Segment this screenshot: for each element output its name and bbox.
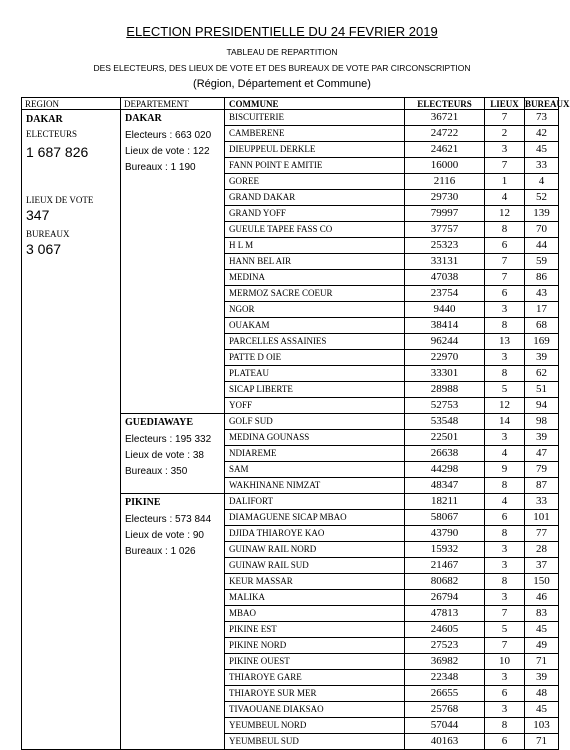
commune-electeurs: 18211	[405, 494, 485, 510]
commune-name: MBAO	[225, 606, 405, 622]
column-header-region: REGION	[21, 97, 121, 110]
commune-bureaux: 46	[525, 590, 559, 606]
table-row	[21, 462, 559, 478]
commune-electeurs: 22970	[405, 350, 485, 366]
commune-lieux: 5	[485, 622, 525, 638]
commune-name: DIAMAGUENE SICAP MBAO	[225, 510, 405, 526]
commune-name: PLATEAU	[225, 366, 405, 382]
commune-name: PIKINE NORD	[225, 638, 405, 654]
commune-name: PARCELLES ASSAINIES	[225, 334, 405, 350]
commune-electeurs: 23754	[405, 286, 485, 302]
commune-lieux: 1	[485, 174, 525, 190]
commune-lieux: 4	[485, 190, 525, 206]
commune-name: HANN BEL AIR	[225, 254, 405, 270]
commune-lieux: 7	[485, 606, 525, 622]
column-header-departement: DEPARTEMENT	[121, 97, 225, 110]
commune-lieux: 9	[485, 462, 525, 478]
commune-lieux: 3	[485, 142, 525, 158]
commune-bureaux: 169	[525, 334, 559, 350]
commune-bureaux: 42	[525, 126, 559, 142]
table-row	[21, 270, 559, 286]
commune-bureaux: 150	[525, 574, 559, 590]
commune-lieux: 10	[485, 654, 525, 670]
commune-bureaux: 86	[525, 270, 559, 286]
commune-lieux: 7	[485, 270, 525, 286]
departement-lieux: Lieux de vote : 122	[125, 146, 210, 157]
commune-electeurs: 26794	[405, 590, 485, 606]
commune-name: GUEULE TAPEE FASS CO	[225, 222, 405, 238]
commune-lieux: 7	[485, 254, 525, 270]
commune-lieux: 4	[485, 494, 525, 510]
commune-electeurs: 53548	[405, 414, 485, 430]
commune-electeurs: 28988	[405, 382, 485, 398]
table-row	[21, 126, 559, 142]
commune-bureaux: 39	[525, 350, 559, 366]
region-electeurs-value: 1 687 826	[26, 144, 89, 160]
commune-name: SAM	[225, 462, 405, 478]
commune-name: PIKINE OUEST	[225, 654, 405, 670]
departement-bureaux: Bureaux : 1 190	[125, 162, 196, 173]
commune-lieux: 8	[485, 222, 525, 238]
table-row	[21, 510, 559, 526]
commune-name: CAMBERENE	[225, 126, 405, 142]
commune-bureaux: 52	[525, 190, 559, 206]
commune-bureaux: 71	[525, 734, 559, 750]
table-row	[21, 398, 559, 414]
commune-bureaux: 48	[525, 686, 559, 702]
commune-bureaux: 94	[525, 398, 559, 414]
column-header-bureaux: BUREAUX	[525, 99, 570, 109]
commune-name: BISCUITERIE	[225, 110, 405, 126]
table-row	[21, 318, 559, 334]
commune-lieux: 6	[485, 286, 525, 302]
commune-lieux: 4	[485, 446, 525, 462]
commune-electeurs: 25323	[405, 238, 485, 254]
commune-bureaux: 83	[525, 606, 559, 622]
table-row	[21, 238, 559, 254]
column-header-lieux: LIEUX	[485, 97, 525, 110]
commune-bureaux: 101	[525, 510, 559, 526]
commune-lieux: 3	[485, 302, 525, 318]
table-row	[21, 158, 559, 174]
commune-electeurs: 38414	[405, 318, 485, 334]
commune-name: THIAROYE SUR MER	[225, 686, 405, 702]
departement-name: DAKAR	[125, 113, 162, 124]
document-scope: (Région, Département et Commune)	[193, 78, 371, 90]
departement-lieux: Lieux de vote : 38	[125, 450, 204, 461]
table-row	[21, 302, 559, 318]
commune-electeurs: 22501	[405, 430, 485, 446]
region-electeurs-label: ELECTEURS	[26, 129, 77, 139]
commune-bureaux: 17	[525, 302, 559, 318]
commune-name: GUINAW RAIL SUD	[225, 558, 405, 574]
commune-electeurs: 43790	[405, 526, 485, 542]
commune-lieux: 3	[485, 590, 525, 606]
commune-lieux: 3	[485, 430, 525, 446]
commune-bureaux: 71	[525, 654, 559, 670]
region-lieux-value: 347	[26, 207, 50, 223]
commune-lieux: 7	[485, 158, 525, 174]
table-row	[21, 142, 559, 158]
commune-bureaux: 62	[525, 366, 559, 382]
commune-electeurs: 96244	[405, 334, 485, 350]
commune-electeurs: 36982	[405, 654, 485, 670]
commune-electeurs: 80682	[405, 574, 485, 590]
commune-bureaux: 39	[525, 670, 559, 686]
departement-name: GUEDIAWAYE	[125, 417, 193, 428]
commune-name: THIAROYE GARE	[225, 670, 405, 686]
commune-electeurs: 29730	[405, 190, 485, 206]
departement-electeurs: Electeurs : 195 332	[125, 434, 212, 445]
table-row	[21, 638, 559, 654]
commune-name: WAKHINANE NIMZAT	[225, 478, 405, 494]
commune-bureaux: 39	[525, 430, 559, 446]
commune-lieux: 8	[485, 478, 525, 494]
commune-bureaux: 47	[525, 446, 559, 462]
commune-lieux: 7	[485, 110, 525, 126]
commune-lieux: 2	[485, 126, 525, 142]
departement-bureaux: Bureaux : 350	[125, 466, 188, 477]
commune-lieux: 12	[485, 398, 525, 414]
commune-lieux: 14	[485, 414, 525, 430]
region-bureaux-label: BUREAUX	[26, 229, 70, 239]
commune-bureaux: 51	[525, 382, 559, 398]
table-row	[21, 446, 559, 462]
commune-name: NDIAREME	[225, 446, 405, 462]
table-row	[21, 670, 559, 686]
commune-name: YEUMBEUL NORD	[225, 718, 405, 734]
commune-bureaux: 4	[525, 174, 559, 190]
commune-lieux: 13	[485, 334, 525, 350]
commune-bureaux: 33	[525, 494, 559, 510]
commune-bureaux: 45	[525, 702, 559, 718]
commune-name: GOLF SUD	[225, 414, 405, 430]
commune-lieux: 8	[485, 318, 525, 334]
commune-electeurs: 40163	[405, 734, 485, 750]
commune-bureaux: 77	[525, 526, 559, 542]
commune-bureaux: 49	[525, 638, 559, 654]
commune-electeurs: 21467	[405, 558, 485, 574]
commune-lieux: 5	[485, 382, 525, 398]
commune-lieux: 3	[485, 350, 525, 366]
table-row	[21, 382, 559, 398]
commune-lieux: 8	[485, 574, 525, 590]
commune-name: DJIDA THIAROYE KAO	[225, 526, 405, 542]
commune-electeurs: 33131	[405, 254, 485, 270]
commune-bureaux: 59	[525, 254, 559, 270]
table-row	[21, 558, 559, 574]
commune-name: DIEUPPEUL DERKLE	[225, 142, 405, 158]
commune-electeurs: 36721	[405, 110, 485, 126]
table-row	[21, 574, 559, 590]
table-row	[21, 542, 559, 558]
commune-electeurs: 37757	[405, 222, 485, 238]
commune-name: YEUMBEUL SUD	[225, 734, 405, 750]
commune-bureaux: 43	[525, 286, 559, 302]
commune-electeurs: 47038	[405, 270, 485, 286]
table-row	[21, 222, 559, 238]
commune-bureaux: 87	[525, 478, 559, 494]
commune-name: KEUR MASSAR	[225, 574, 405, 590]
commune-bureaux: 73	[525, 110, 559, 126]
commune-lieux: 3	[485, 558, 525, 574]
table-row	[21, 606, 559, 622]
commune-lieux: 8	[485, 526, 525, 542]
column-header-electeurs: ELECTEURS	[405, 97, 485, 110]
commune-electeurs: 15932	[405, 542, 485, 558]
table-row	[21, 414, 559, 430]
document-title: ELECTION PRESIDENTIELLE DU 24 FEVRIER 2019	[126, 24, 438, 39]
table-row	[21, 190, 559, 206]
commune-lieux: 6	[485, 238, 525, 254]
commune-electeurs: 24621	[405, 142, 485, 158]
commune-electeurs: 47813	[405, 606, 485, 622]
commune-bureaux: 68	[525, 318, 559, 334]
commune-bureaux: 139	[525, 206, 559, 222]
commune-lieux: 12	[485, 206, 525, 222]
commune-name: MERMOZ SACRE COEUR	[225, 286, 405, 302]
commune-name: PATTE D OIE	[225, 350, 405, 366]
departement-electeurs: Electeurs : 663 020	[125, 130, 212, 141]
table-row	[21, 366, 559, 382]
table-row	[21, 334, 559, 350]
commune-bureaux: 45	[525, 622, 559, 638]
commune-electeurs: 16000	[405, 158, 485, 174]
commune-lieux: 6	[485, 510, 525, 526]
departement-name: PIKINE	[125, 497, 161, 508]
commune-bureaux: 37	[525, 558, 559, 574]
table-row	[21, 430, 559, 446]
table-row	[21, 654, 559, 670]
region-bureaux-value: 3 067	[26, 241, 62, 257]
commune-name: PIKINE EST	[225, 622, 405, 638]
document-subtitle: TABLEAU DE REPARTITION	[226, 47, 338, 57]
table-row	[21, 350, 559, 366]
commune-name: SICAP LIBERTE	[225, 382, 405, 398]
commune-electeurs: 52753	[405, 398, 485, 414]
table-row	[21, 702, 559, 718]
commune-bureaux: 28	[525, 542, 559, 558]
commune-electeurs: 27523	[405, 638, 485, 654]
commune-lieux: 3	[485, 670, 525, 686]
departement-electeurs: Electeurs : 573 844	[125, 514, 212, 525]
region-lieux-label: LIEUX DE VOTE	[26, 195, 94, 205]
column-header-commune: COMMUNE	[225, 97, 405, 110]
commune-electeurs: 58067	[405, 510, 485, 526]
commune-bureaux: 98	[525, 414, 559, 430]
table-header-row	[21, 97, 570, 110]
commune-lieux: 8	[485, 718, 525, 734]
table-row	[21, 494, 559, 510]
commune-name: OUAKAM	[225, 318, 405, 334]
table-row	[21, 478, 559, 494]
table-row	[21, 174, 559, 190]
table-row	[21, 686, 559, 702]
commune-lieux: 3	[485, 542, 525, 558]
commune-name: GRAND YOFF	[225, 206, 405, 222]
table-row	[21, 622, 559, 638]
table-row	[21, 286, 559, 302]
commune-lieux: 6	[485, 734, 525, 750]
commune-electeurs: 2116	[405, 174, 485, 190]
commune-electeurs: 24722	[405, 126, 485, 142]
commune-name: YOFF	[225, 398, 405, 414]
commune-lieux: 6	[485, 686, 525, 702]
commune-electeurs: 33301	[405, 366, 485, 382]
commune-bureaux: 33	[525, 158, 559, 174]
commune-lieux: 8	[485, 366, 525, 382]
commune-electeurs: 57044	[405, 718, 485, 734]
commune-bureaux: 79	[525, 462, 559, 478]
commune-name: TIVAOUANE DIAKSAO	[225, 702, 405, 718]
commune-name: GUINAW RAIL NORD	[225, 542, 405, 558]
commune-name: MEDINA GOUNASS	[225, 430, 405, 446]
table-row	[21, 526, 559, 542]
table-row	[21, 718, 559, 734]
departement-bureaux: Bureaux : 1 026	[125, 546, 196, 557]
commune-name: MALIKA	[225, 590, 405, 606]
commune-electeurs: 22348	[405, 670, 485, 686]
commune-lieux: 3	[485, 702, 525, 718]
commune-name: H L M	[225, 238, 405, 254]
commune-electeurs: 79997	[405, 206, 485, 222]
table-row	[21, 206, 559, 222]
commune-name: DALIFORT	[225, 494, 405, 510]
commune-electeurs: 26638	[405, 446, 485, 462]
table-row	[21, 590, 559, 606]
commune-lieux: 7	[485, 638, 525, 654]
commune-bureaux: 44	[525, 238, 559, 254]
commune-name: MEDINA	[225, 270, 405, 286]
commune-name: GRAND DAKAR	[225, 190, 405, 206]
commune-electeurs: 24605	[405, 622, 485, 638]
commune-name: GOREE	[225, 174, 405, 190]
commune-electeurs: 25768	[405, 702, 485, 718]
table-row	[21, 734, 559, 750]
region-name: DAKAR	[26, 114, 63, 125]
table-row	[21, 110, 559, 126]
commune-electeurs: 26655	[405, 686, 485, 702]
commune-electeurs: 44298	[405, 462, 485, 478]
commune-electeurs: 48347	[405, 478, 485, 494]
commune-bureaux: 45	[525, 142, 559, 158]
document-description: DES ELECTEURS, DES LIEUX DE VOTE ET DES BUREAUX DE VOTE PAR CIRCONSCRIPTION	[93, 63, 471, 73]
departement-lieux: Lieux de vote : 90	[125, 530, 204, 541]
commune-bureaux: 103	[525, 718, 559, 734]
commune-name: FANN POINT E AMITIE	[225, 158, 405, 174]
table-row	[21, 254, 559, 270]
commune-electeurs: 9440	[405, 302, 485, 318]
commune-name: NGOR	[225, 302, 405, 318]
commune-bureaux: 70	[525, 222, 559, 238]
